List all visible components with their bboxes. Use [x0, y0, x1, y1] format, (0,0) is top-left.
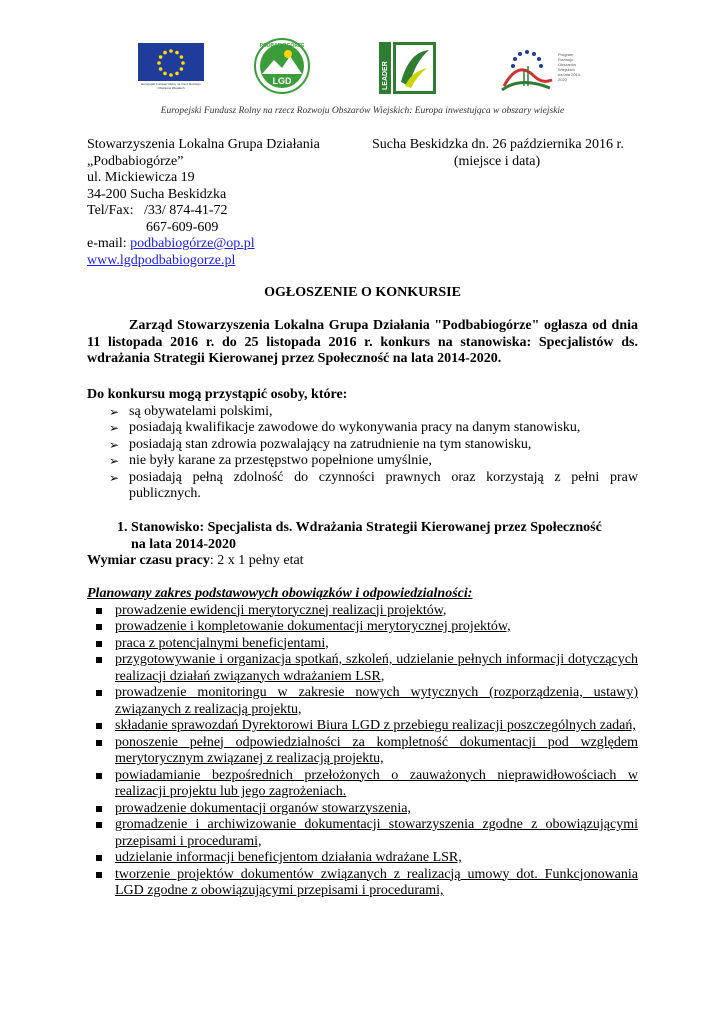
square-bullet-icon [96, 608, 102, 614]
requirements-list [87, 404, 638, 503]
list-item [87, 437, 638, 454]
phone-2: 667-609-609 [146, 219, 219, 235]
list-item-text: powiadamianie bezpośrednich przełożonych o zauważonych nieprawidłowościach w realizacji projektu lub jego zagrożeniach. [115, 767, 638, 799]
position-title-line: na lata 2014-2020 [131, 536, 236, 552]
requirements-heading: Do konkursu mogą przystąpić osoby, które: [87, 387, 348, 402]
arrow-bullet-icon: ➢ [109, 404, 120, 419]
work-time-value: : 2 x 1 pełny etat [209, 553, 304, 568]
square-bullet-icon [96, 855, 102, 861]
city: 34-200 Sucha Beskidzka [87, 186, 227, 202]
list-item [87, 801, 638, 818]
email-label: e-mail: [87, 236, 131, 251]
list-item-text: udzielanie informacji beneficjentom działania wdrażane LSR, [115, 850, 462, 865]
org-name: Stowarzyszenia Lokalna Grupa Działania [87, 137, 320, 152]
list-item-text: prowadzenie ewidencji merytorycznej realizacji projektów, [115, 602, 447, 618]
prow-text-line: na lata 2014-2020 [558, 72, 582, 82]
list-item-text: posiadają stan zdrowia pozwalający na zatrudnienie na tym stanowisku, [129, 436, 532, 452]
place-date-block [372, 137, 642, 170]
org-name-quoted: „Podbabiogórze” [87, 153, 184, 169]
list-item-text: prowadzenie dokumentacji organów stowarzyszenia, [115, 800, 411, 816]
square-bullet-icon [96, 740, 102, 746]
street: ul. Mickiewicza 19 [87, 170, 195, 185]
list-item-text: prowadzenie monitoringu w zakresie nowych wytycznych (rozporządzenia, ustawy) związanych z realizacją projektu, [115, 685, 638, 717]
square-bullet-icon [96, 773, 102, 779]
list-item [87, 470, 638, 503]
list-item-text: gromadzenie i archiwizowanie dokumentacji stowarzyszenia zgodne z obowiązującymi przepisami i procedurami, [115, 817, 638, 849]
tel-fax: Tel/Fax: /33/ 874-41-72 [87, 203, 228, 218]
fund-slogan: Europejski Fundusz Rolny na rzecz Rozwoju Obszarów Wiejskich: Europa inwestująca w obszary wiejskie [160, 106, 565, 116]
arrow-bullet-icon: ➢ [109, 421, 120, 435]
requirements-section [87, 387, 638, 503]
prow-text-line: Wiejskich [558, 67, 575, 72]
www-line [87, 253, 377, 270]
list-item-text: składanie sprawozdań Dyrektorowi Biura LGD z przebiegu realizacji poszczególnych zadań, [115, 718, 636, 733]
announcement-intro: Zarząd Stowarzyszenia Lokalna Grupa Działania "Podbabiogórze" ogłasza od dnia 11 listopada 2016 r. do 25 listopada 2016 r. konkurs na stanowiska: Specjalistów ds. wdrażania Strategii Kierowanej przez Społeczność na lata 2014-2020. [87, 318, 638, 366]
document-title: OGŁOSZENIE O KONKURSIE [264, 285, 461, 300]
square-bullet-icon [96, 657, 102, 663]
position-title [87, 520, 638, 553]
leader-logo-text: LEADER [382, 61, 389, 90]
eu-flag-icon [138, 43, 204, 81]
duties-heading: Planowany zakres podstawowych obowiązków i odpowiedzialności: [87, 586, 473, 601]
list-item [87, 817, 638, 850]
square-bullet-icon [96, 822, 102, 828]
list-item-text: ponoszenie pełnej odpowiedzialności za kompletność dokumentacji pod względem merytorycznym związanej z realizacją projektu, [115, 734, 638, 766]
square-bullet-icon [96, 641, 102, 647]
lgd-podbabiogorze-logo [254, 38, 310, 94]
email-line [87, 236, 377, 253]
list-item-text: przygotowywanie i organizacja spotkań, szkoleń, udzielanie pełnych informacji dotyczących realizacji działań związanych wdrażaniem LSR, [115, 652, 638, 684]
duties-list [87, 603, 638, 900]
list-item [87, 652, 638, 685]
eu-logo [138, 43, 204, 95]
eu-logo-caption: Europejski Fundusz Rolny na rzecz Rozwoju Obszarów Wiejskich [141, 82, 201, 90]
prow-logo-text [558, 52, 590, 82]
prow-text-line: Rozwoju [558, 57, 574, 62]
list-item [87, 619, 638, 636]
arrow-bullet-icon: ➢ [109, 470, 120, 485]
list-item [87, 636, 638, 653]
list-item [87, 735, 638, 768]
work-time-label: Wymiar czasu pracy [87, 553, 210, 568]
sender-address-block [87, 137, 377, 269]
list-item-text: nie były karane za przestępstwo popełnione umyślnie, [129, 453, 432, 468]
square-bullet-icon [96, 624, 102, 630]
prow-text-line: Obszarów [558, 62, 577, 67]
square-bullet-icon [96, 723, 102, 729]
square-bullet-icon [96, 872, 102, 878]
list-item-text: prowadzenie i kompletowanie dokumentacji merytorycznej projektów, [115, 619, 511, 634]
list-item [87, 404, 638, 421]
list-item [87, 718, 638, 735]
square-bullet-icon [96, 806, 102, 812]
place-date-label: (miejsce i data) [453, 153, 541, 169]
logo-strip [0, 38, 725, 98]
list-item [87, 850, 638, 867]
website-link[interactable]: www.lgdpodbabiogorze.pl [87, 252, 236, 268]
leader-logo [379, 42, 436, 94]
lgd-logo-text: LGD [272, 76, 292, 86]
list-item [87, 867, 638, 900]
prow-text-line: Program [558, 52, 574, 57]
list-item [87, 453, 638, 470]
prow-logo [498, 46, 588, 92]
place-date: Sucha Beskidzka dn. 26 października 2016 r. [372, 137, 624, 152]
work-time [87, 553, 638, 570]
list-item-text: są obywatelami polskimi, [129, 403, 273, 419]
arrow-bullet-icon: ➢ [109, 437, 120, 452]
email-link[interactable]: podbabiogórze@op.pl [130, 236, 255, 251]
list-item-text: tworzenie projektów dokumentów związanych z realizacją umowy dot. Funkcjonowania LGD zgodne z obowiązującymi przepisami i procedurami, [115, 866, 638, 898]
list-item [87, 685, 638, 718]
lgd-logo-arc-text: PODBABIOGÓRZE [259, 43, 305, 49]
list-item [87, 768, 638, 801]
position-title-line: 1. Stanowisko: Specjalista ds. Wdrażania Strategii Kierowanej przez Społeczność [117, 520, 602, 535]
list-item-text: posiadają pełną zdolność do czynności prawnych oraz korzystają z pełni praw publicznych. [129, 469, 638, 501]
list-item [87, 603, 638, 620]
list-item [87, 420, 638, 437]
list-item-text: praca z potencjalnymi beneficjentami, [115, 635, 329, 651]
arrow-bullet-icon: ➢ [109, 454, 120, 468]
list-item-text: posiadają kwalifikacje zawodowe do wykonywania pracy na danym stanowisku, [129, 420, 581, 435]
duties-section [87, 586, 638, 900]
square-bullet-icon [96, 690, 102, 696]
